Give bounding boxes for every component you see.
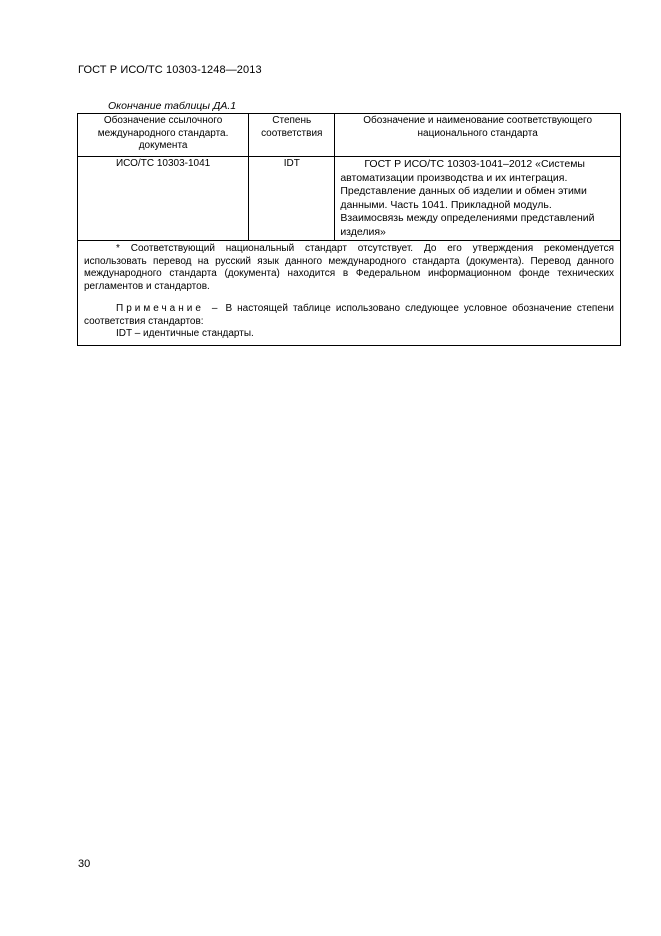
- table-caption: Окончание таблицы ДА.1: [108, 100, 237, 112]
- footnote-row: [78, 241, 621, 346]
- cell-degree: IDT: [249, 157, 335, 241]
- footnote-text: * Соответствующий национальный стандарт отсутствует. До его утверждения рекомендуется использовать перевод на русский язык данного международного стандарта (документа). Перевод данного международного стандарта (документа) находится в Федеральном информационном фонде технических регламентов и стандартов.: [84, 243, 614, 292]
- note-text: В настоящей таблице использовано следующее условное обозначение степени соответствия стандартов:: [84, 303, 614, 327]
- document-header: ГОСТ Р ИСО/ТС 10303-1248—2013: [78, 64, 262, 76]
- column-header-degree: Степень соответствия: [249, 114, 335, 157]
- note-item: IDT – идентичные стандарты.: [116, 328, 254, 339]
- table-row: [78, 157, 621, 241]
- note-label: Примечание –: [116, 303, 221, 314]
- column-header-national: Обозначение и наименование соответствующего национального стандарта: [335, 114, 621, 157]
- cell-national: [335, 157, 621, 241]
- correspondence-table: [77, 113, 621, 346]
- national-standard-text: ГОСТ Р ИСО/ТС 10303-1041–2012 «Системы автоматизации производства и их интеграция. Представление данных об изделии и обмен этими данными. Часть 1041. Прикладной модуль. Взаимосвязь между определениями представлений изделия»: [340, 158, 595, 238]
- column-header-designation: Обозначение ссылочного международного стандарта. документа: [78, 114, 249, 157]
- cell-designation: ИСО/ТС 10303-1041: [78, 157, 249, 241]
- note-paragraph: [84, 303, 614, 328]
- footnote-cell: [78, 241, 621, 346]
- page-number: 30: [78, 858, 91, 870]
- table-header-row: [78, 114, 621, 157]
